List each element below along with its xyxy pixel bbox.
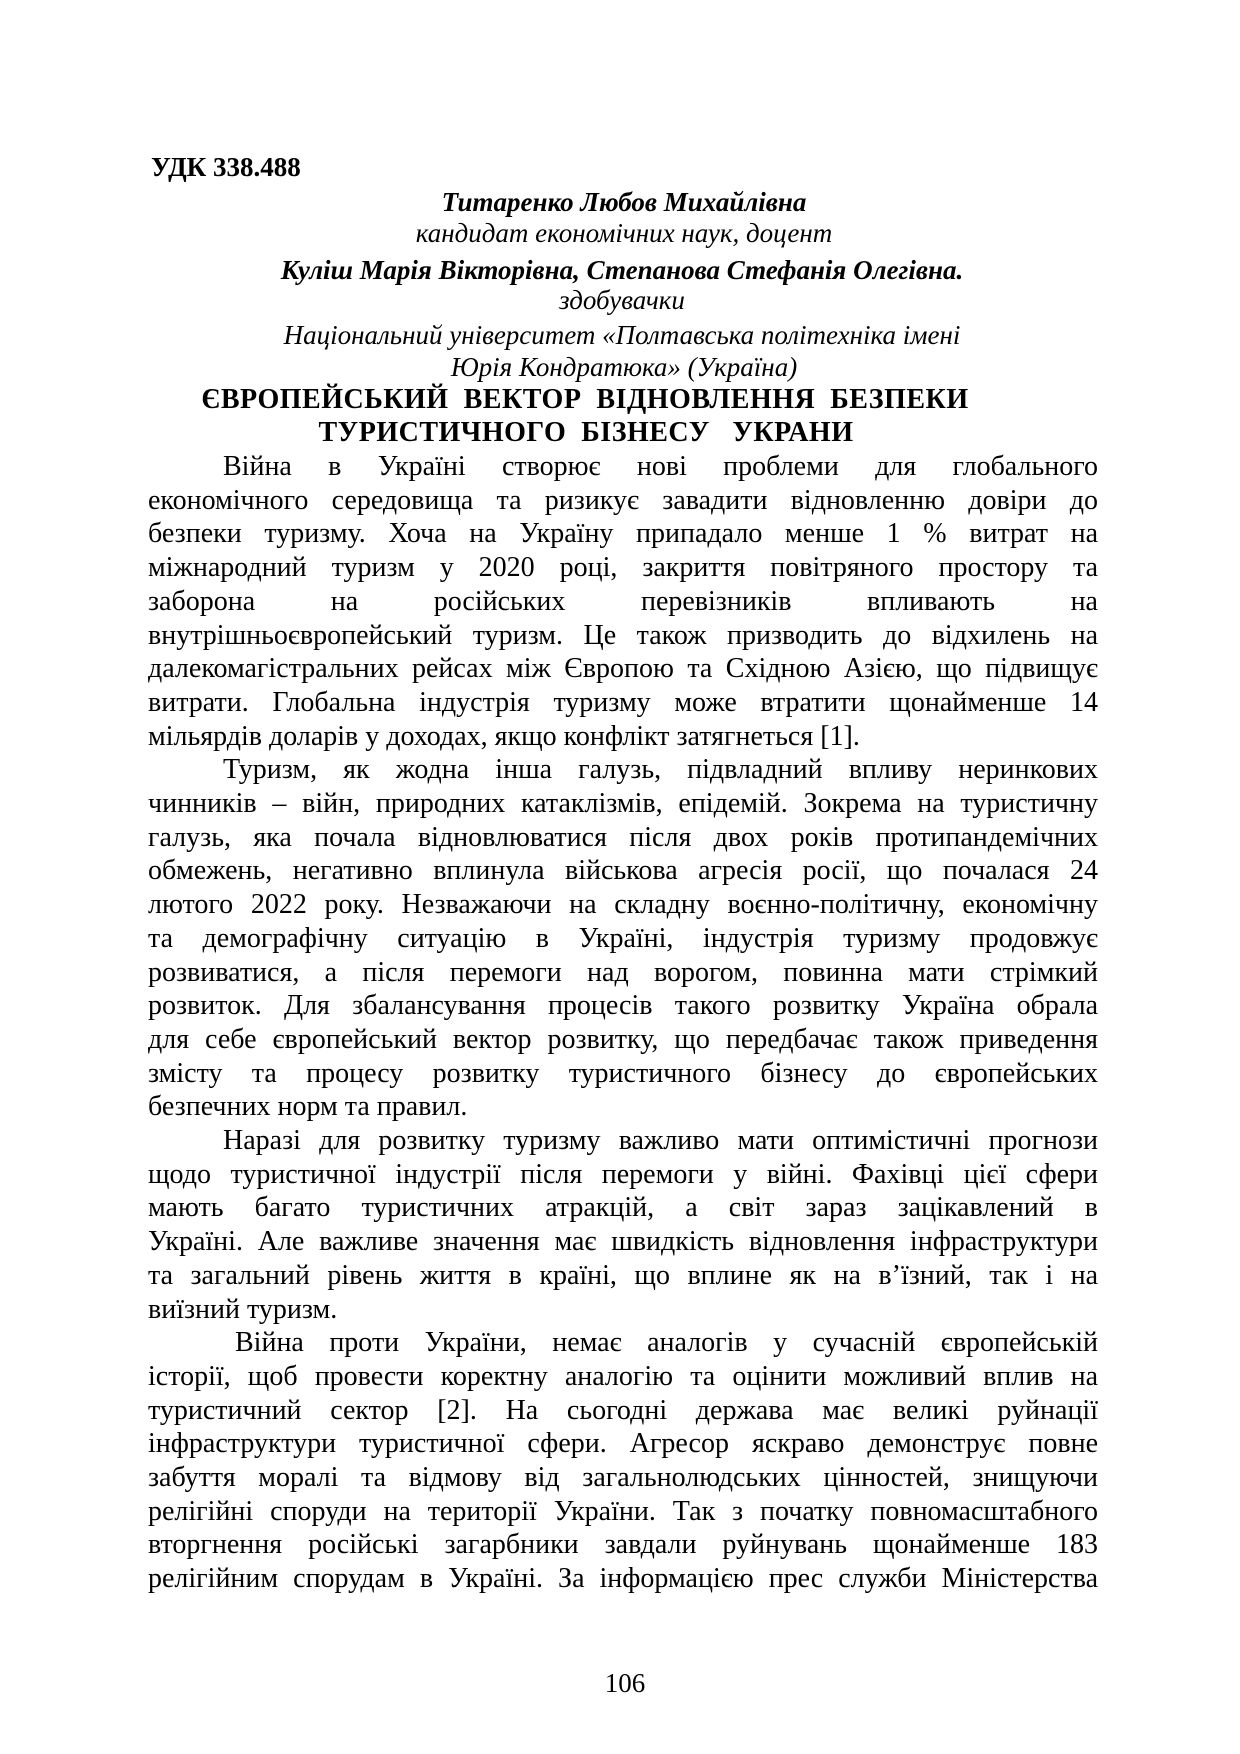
co-authors: Куліш Марія Вікторівна, Степанова Стефанія Олегівна. [280, 255, 964, 285]
paragraph-1-line: безпеки туризму. Хоча на Україну припадало менше 1 % витрат на [148, 518, 1098, 550]
paragraph-2-line: чинників – війн, природних катаклізмів, епідемій. Зокрема на туристичну [148, 788, 1098, 819]
paragraph-4-line: історії, щоб провести коректну аналогію та оцінити можливий вплив на [148, 1360, 1098, 1392]
paragraph-2-line: лютого 2022 року. Незважаючи на складну воєнно-політичну, економічну [148, 889, 1098, 921]
paragraph-2-line: для себе європейський вектор розвитку, що передбачає також приведення [148, 1023, 1098, 1055]
paragraph-1-line: витрати. Глобальна індустрія туризму може втратити щонайменше 14 [148, 686, 1098, 718]
author-name: Титаренко Любов Михайлівна [441, 187, 807, 217]
paragraph-3-line: та загальний рівень життя в країні, що вплине як на в’їзний, так і на [148, 1259, 1098, 1291]
paragraph-2-line: розвиток. Для збалансування процесів такого розвитку Україна обрала [148, 990, 1098, 1022]
paragraph-1-line: економічного середовища та ризикує завадити відновленню довіри до [148, 484, 1098, 516]
paragraph-1-line: заборона на російських перевізників впливають на [148, 585, 1098, 617]
paragraph-4-line: Війна проти України, немає аналогів у сучасній європейській [235, 1327, 1098, 1359]
paragraph-4-line: вторгнення російські загарбники завдали руйнувань щонайменше 183 [148, 1529, 1098, 1561]
paragraph-4-line: релігійним спорудам в Україні. За інформацією прес служби Міністерства [148, 1563, 1098, 1595]
affiliation-line-2: Юрія Кондратюка» (Україна) [450, 352, 798, 382]
affiliation-line-1: Національний університет «Полтавська політехніка імені [283, 320, 961, 350]
paragraph-2-line: та демографічну ситуацію в Україні, індустрія туризму продовжує [148, 922, 1098, 954]
udk-code: УДК 338.488 [151, 152, 301, 182]
article-title-line-2: ТУРИСТИЧНОГО БІЗНЕСУ УКРАНИ [318, 417, 854, 448]
paragraph-1-line: міжнародний туризм у 2020 році, закриття повітряного простору та [148, 552, 1098, 584]
paragraph-1-line: далекомагістральних рейсах між Європою та Східною Азією, що підвищує [148, 653, 1098, 685]
paragraph-2-line: галузь, яка почала відновлюватися після двох років протипандемічних [148, 821, 1098, 853]
paragraph-3-line: щодо туристичної індустрії після перемоги у війні. Фахівці цієї сфери [148, 1158, 1098, 1190]
paragraph-3-line: виїзний туризм. [148, 1293, 338, 1325]
paragraph-4-line: релігійні споруди на території України. Так з початку повномасштабного [148, 1495, 1098, 1527]
paragraph-2-line: обмежень, негативно вплинула військова агресія росії, що почалася 24 [148, 855, 1098, 887]
author-degree: кандидат економічних наук, доцент [415, 218, 833, 248]
paragraph-4-line: інфраструктури туристичної сфери. Агресор яскраво демонструє повне [148, 1428, 1098, 1460]
paragraph-4-line: забуття моралі та відмову від загальнолюдських цінностей, знищуючи [148, 1462, 1098, 1493]
paragraph-2-line: Туризм, як жодна інша галузь, підвладний впливу неринкових [223, 754, 1098, 786]
paragraph-4-line: туристичний сектор [2]. На сьогодні держава має великі руйнації [148, 1394, 1098, 1426]
paragraph-3-line: Наразі для розвитку туризму важливо мати оптимістичні прогнози [223, 1125, 1098, 1156]
paragraph-1-line: Війна в Україні створює нові проблеми для глобального [223, 451, 1098, 482]
co-authors-role: здобувачки [559, 285, 685, 315]
paragraph-2-line: безпечних норм та правил. [148, 1091, 468, 1123]
paragraph-1-line: мільярдів доларів у доходах, якщо конфлікт затягнеться [1]. [148, 720, 860, 752]
paragraph-3-line: Україні. Але важливе значення має швидкість відновлення інфраструктури [148, 1226, 1098, 1258]
paragraph-1-line: внутрішньоєвропейський туризм. Це також призводить до відхилень на [148, 619, 1098, 651]
paragraph-2-line: розвиватися, а після перемоги над ворогом, повинна мати стрімкий [148, 956, 1098, 988]
article-title-line-1: ЄВРОПЕЙСЬКИЙ ВЕКТОР ВІДНОВЛЕННЯ БЕЗПЕКИ [201, 384, 969, 415]
page-number: 106 [604, 1668, 646, 1698]
paragraph-3-line: мають багато туристичних атракцій, а світ зараз зацікавлений в [148, 1192, 1098, 1224]
paragraph-2-line: змісту та процесу розвитку туристичного бізнесу до європейських [148, 1057, 1098, 1089]
